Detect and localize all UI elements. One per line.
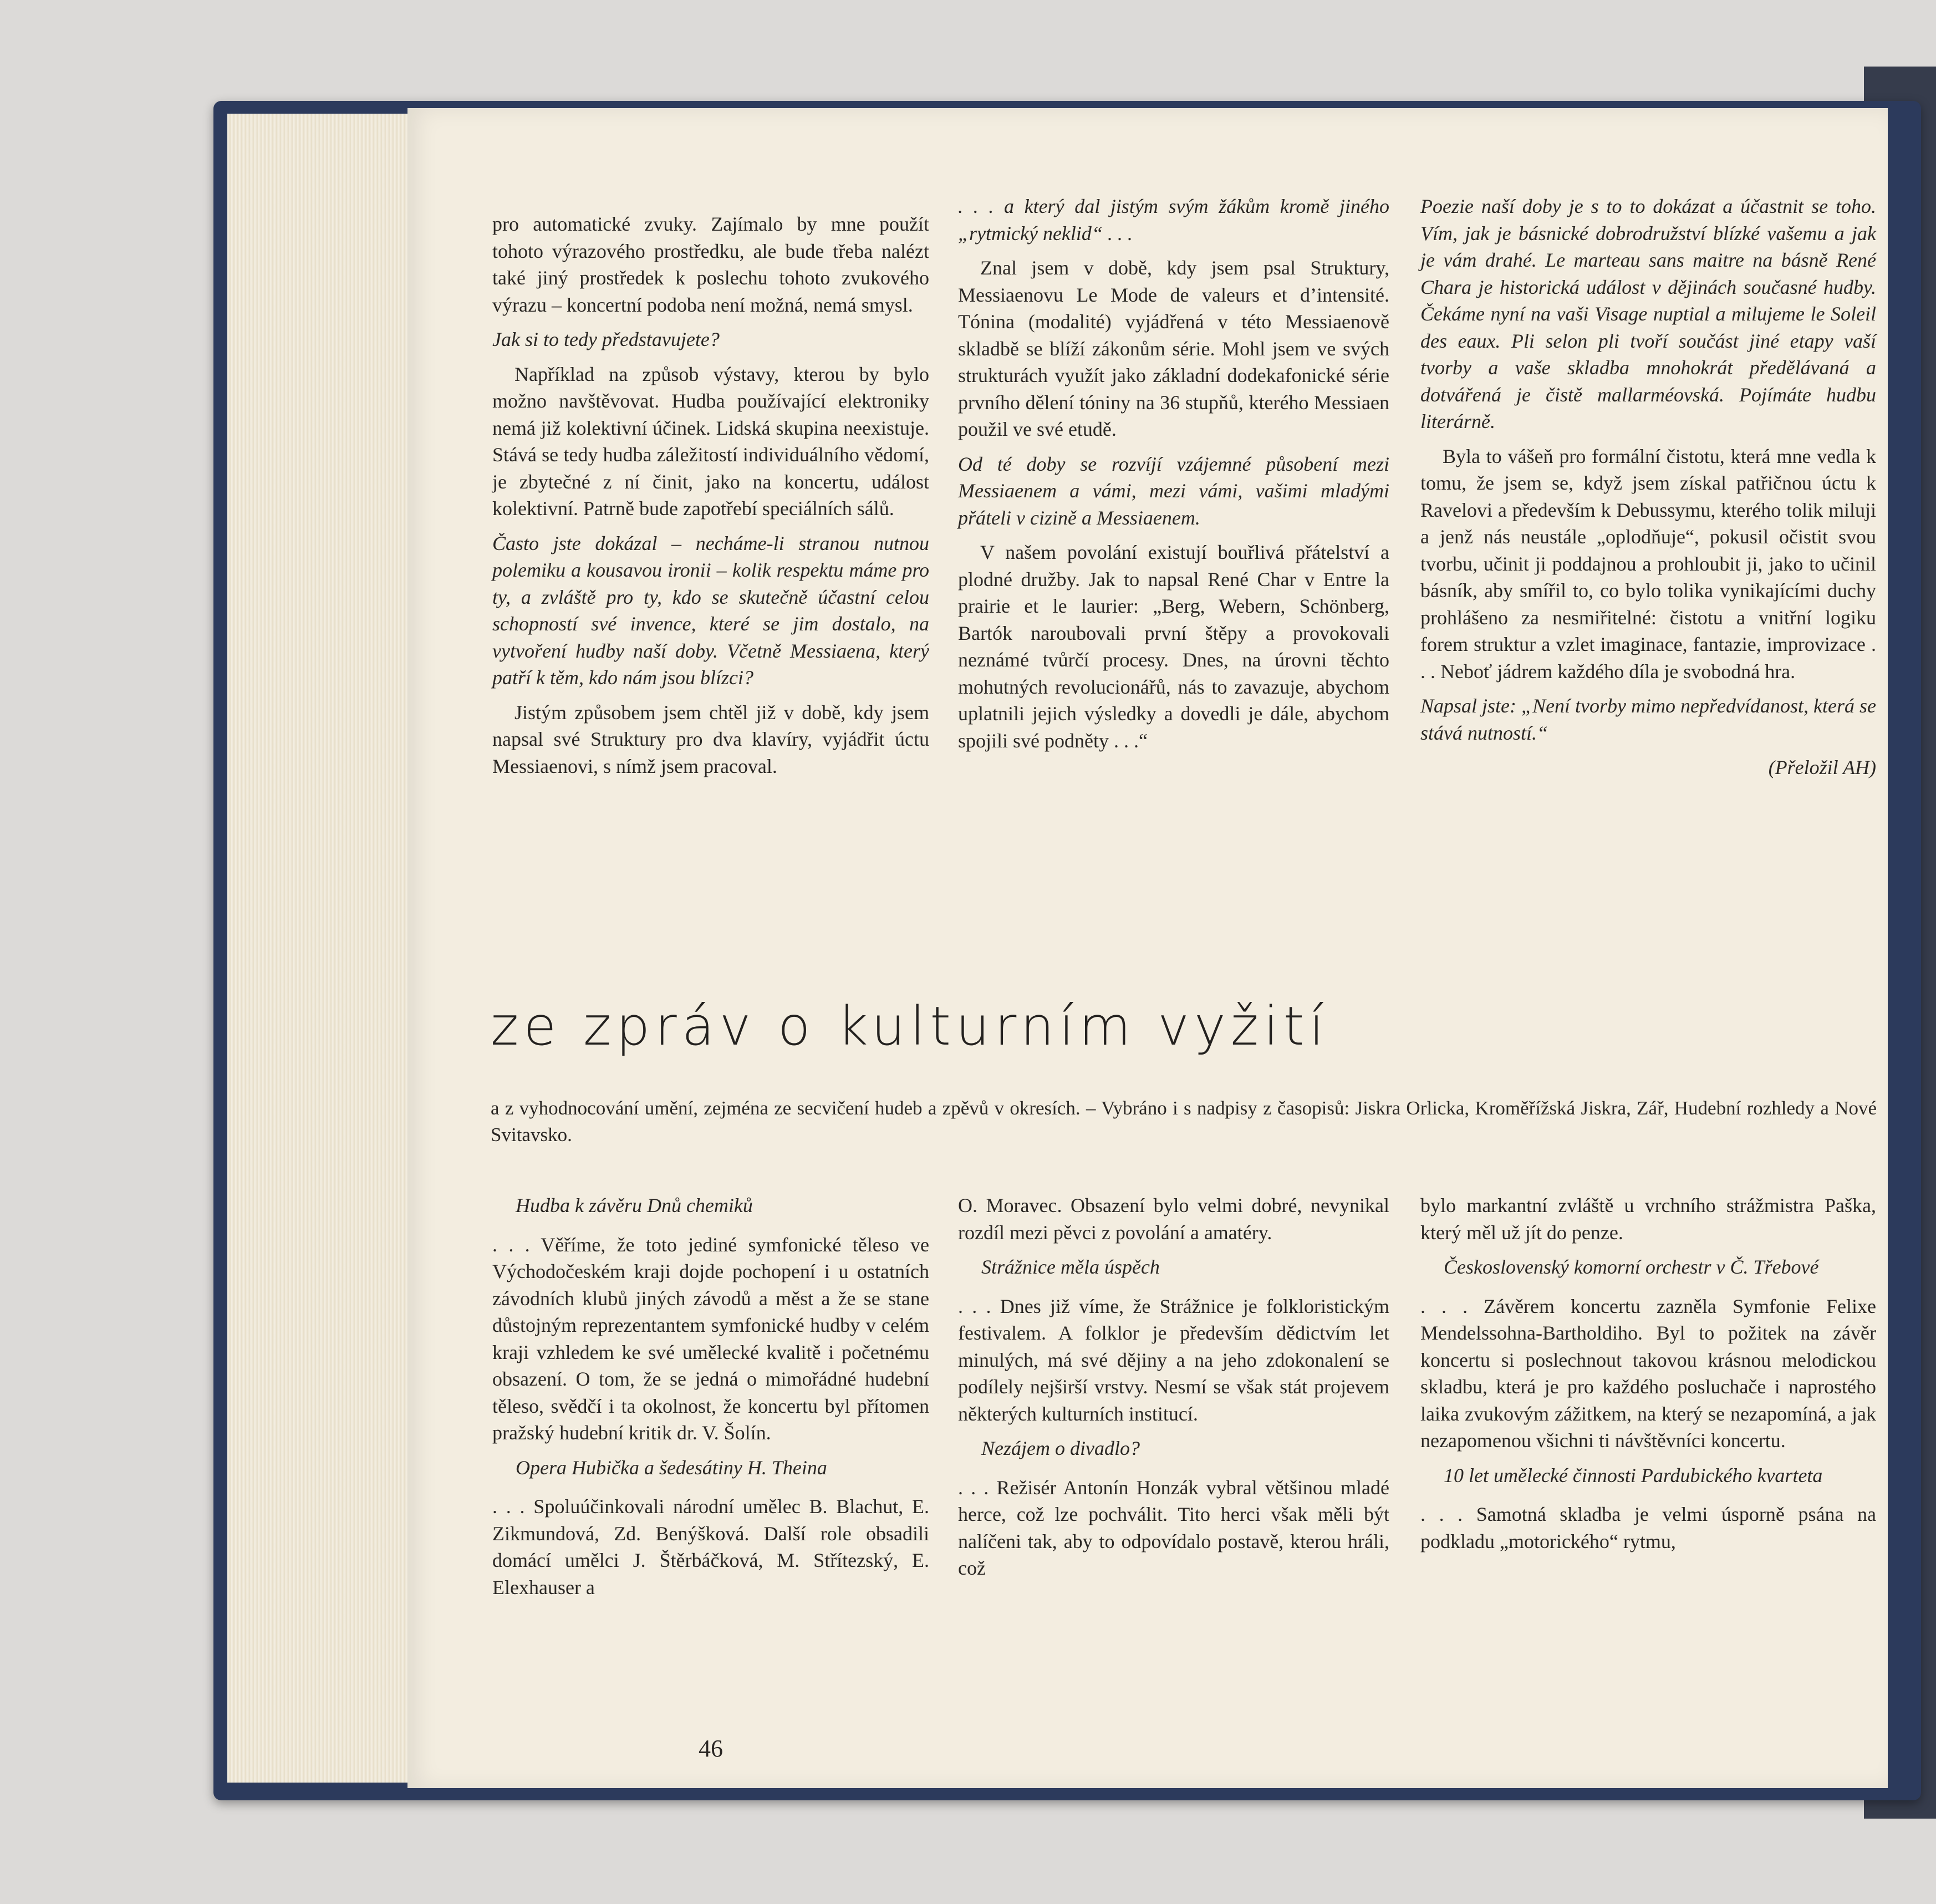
page-edges [227,114,411,1783]
bottom-column-2 [958,1192,1389,1590]
paragraph: Byla to vášeň pro formální čistotu, která mne vedla k tomu, že jsem se, když jsem získal patřičnou úctu k Ravelovi a především k Debussymu, kterého tolik miluji a jenž nás neustále „oplodňuje“, pokusil očistit svou tvorbu, učinit ji poddajnou a prohloubit ji, jako to učinil básník, aby smířil to, co bylo tolika vynikajícími duchy prohlášeno za nesmiřitelné: čistotu a vnitřní logiku forem struktur a vzlet imaginace, fantazie, improvizace . . . Neboť jádrem každého díla je svobodná hra. [1420,445,1876,683]
article-heading: Hudba k závěru Dnů chemiků [516,1194,753,1216]
interview-question: . . . a který dal jistým svým žákům kromě jiného „rytmický neklid“ . . . [958,195,1389,245]
article-heading: Československý komorní orchestr v Č. Třebové [1444,1256,1819,1278]
paragraph: . . . Spoluúčinkovali národní umělec B. Blachut, E. Zikmundová, Zd. Benýšková. Další role obsadili domácí umělci J. Štěrbáčková, M. Střítezský, E. Elexhauser a [492,1495,929,1598]
page-number: 46 [699,1735,723,1762]
top-column-2 [958,193,1389,762]
article-heading: 10 let umělecké činnosti Pardubického kvarteta [1444,1464,1823,1486]
article-heading: Strážnice měla úspěch [981,1256,1160,1278]
top-column-3 [1420,193,1876,781]
bottom-column-1 [492,1192,929,1608]
section-title: ze zpráv o kulturním vyžití [491,995,1329,1057]
paragraph: . . . Závěrem koncertu zazněla Symfonie Felixe Mendelssohna-Bartholdiho. Byl to požitek na závěr koncertu si poslechnout takovou krásnou melodickou skladbu, která je pro každého posluchače i naprostého laika zvukovým zážitkem, na který se nezapomíná, a jak nezapomenou všichni ti návštěvníci koncertu. [1420,1295,1876,1452]
section-subtitle: a z vyhodnocování umění, zejména ze secvičení hudeb a zpěvů v okresích. – Vybráno i s nadpisy z časopisů: Jiskra Orlicka, Kroměřížská Jiskra, Zář, Hudební rozhledy a Nové Svitavsko. [491,1097,1877,1146]
interview-question: Často jste dokázal – necháme-li stranou nutnou polemiku a kousavou ironii – kolik respektu máme pro ty, a zvláště pro ty, kdo se skutečně účastní celou schopností své invence, které se jim dostalo, na vytvoření hudby naší doby. Včetně Messiaena, který patří k těm, kdo nám jsou blízci? [492,532,929,689]
paragraph: Znal jsem v době, kdy jsem psal Struktury, Messiaenovu Le Mode de valeurs et d’intensité. Tónina (modalité) vyjádřená v této Messiaenově skladbě se blíží zákonům série. Mohl jsem ve svých strukturách využít jako základní dodekafonické série prvního dělení tóniny na 36 stupňů, kterého Messiaen použil ve své etudě. [958,257,1389,440]
article-heading: Opera Hubička a šedesátiny H. Theina [516,1456,827,1479]
interview-question: Od té doby se rozvíjí vzájemné působení mezi Messiaenem a vámi, mezi vámi, vašimi mladými přáteli v cizině a Messiaenem. [958,452,1389,529]
paragraph: V našem povolání existují bouřlivá přátelství a plodné družby. Jak to napsal René Char v Entre la prairie et le laurier: „Berg, Webern, Schönberg, Bartók naroubovali první štěpy a provokovali neznámé tvůrčí procesy. Dnes, na úrovni těchto mohutných revolucionářů, nás to zavazuje, abychom uplatnili jejich výsledky a dovedli je dále, abychom spojili své podněty . . .“ [958,541,1389,752]
paragraph: (Přeložil AH) [1768,756,1876,778]
article-heading: Nezájem o divadlo? [981,1437,1140,1459]
paragraph: . . . Věříme, že toto jediné symfonické těleso ve Východočeském kraji dojde pochopení i u ostatních závodních klubů jiných závodů a měst a že se stane důstojným reprezentantem symfonické hudby v celém kraji vzhledem ke své umělecké kvalitě i početnému obsazení. O tom, že se jedná o mimořádné hudební těleso, svědčí i ta okolnost, že koncertu byl přítomen pražský hudební kritik dr. V. Šolín. [492,1233,929,1444]
top-column-1 [492,211,929,787]
paragraph: bylo markantní zvláště u vrchního strážmistra Paška, který měl už jít do penze. [1420,1194,1876,1244]
bottom-column-3 [1420,1192,1876,1562]
paragraph: . . . Dnes již víme, že Strážnice je folkloristickým festivalem. A folklor je především dědictvím let minulých, má své dějiny a na jeho zdokonalení se podílely nejširší vrstvy. Nesmí se však stát projevem některých kulturních institucí. [958,1295,1389,1425]
interview-question: Poezie naší doby je s to to dokázat a účastnit se toho. Vím, jak je básnické dobrodružství blízké vašemu a jak je vám drahé. Le marteau sans maitre na básně René Chara je historická událost v dějinách současné hudby. Čekáme nyní na vaši Visage nuptial a milujeme le Soleil des eaux. Pli selon pli tvoří součást jiné etapy vaší tvorby a vaše skladba mnohokrát předělávaná a dotvářená je čistě mallarméovská. Pojímáte hudbu literárně. [1420,195,1876,432]
interview-question: Jak si to tedy představujete? [492,328,720,350]
paragraph: . . . Samotná skladba je velmi úsporně psána na podkladu „motorického“ rytmu, [1420,1503,1876,1552]
interview-question: Napsal jste: „Není tvorby mimo nepředvídanost, která se stává nutností.“ [1420,695,1876,744]
paragraph: . . . Režisér Antonín Honzák vybral většinou mladé herce, což lze pochválit. Tito herci však měli být nalíčeni tak, aby to odpovídalo postavě, kterou hráli, což [958,1476,1389,1579]
paragraph: pro automatické zvuky. Zajímalo by mne použít tohoto výrazového prostředku, ale bude třeba nalézt také jiný prostředek k poslechu tohoto zvukového výrazu – koncertní podoba není možná, nemá smysl. [492,213,929,316]
paragraph: Například na způsob výstavy, kterou by bylo možno navštěvovat. Hudba používající elektroniky nemá již kolektivní účinek. Lidská skupina neexistuje. Stává se tedy hudba záležitostí individuálního vědomí, je zbytečné z ní činit, jako na koncertu, událost kolektivní. Patrně bude zapotřebí speciálních sálů. [492,363,929,520]
paragraph: O. Moravec. Obsazení bylo velmi dobré, nevynikal rozdíl mezi pěvci z povolání a amatéry. [958,1194,1389,1244]
paragraph: Jistým způsobem jsem chtěl již v době, kdy jsem napsal své Struktury pro dva klavíry, vyjádřit úctu Messiaenovi, s nímž jsem pracoval. [492,701,929,777]
